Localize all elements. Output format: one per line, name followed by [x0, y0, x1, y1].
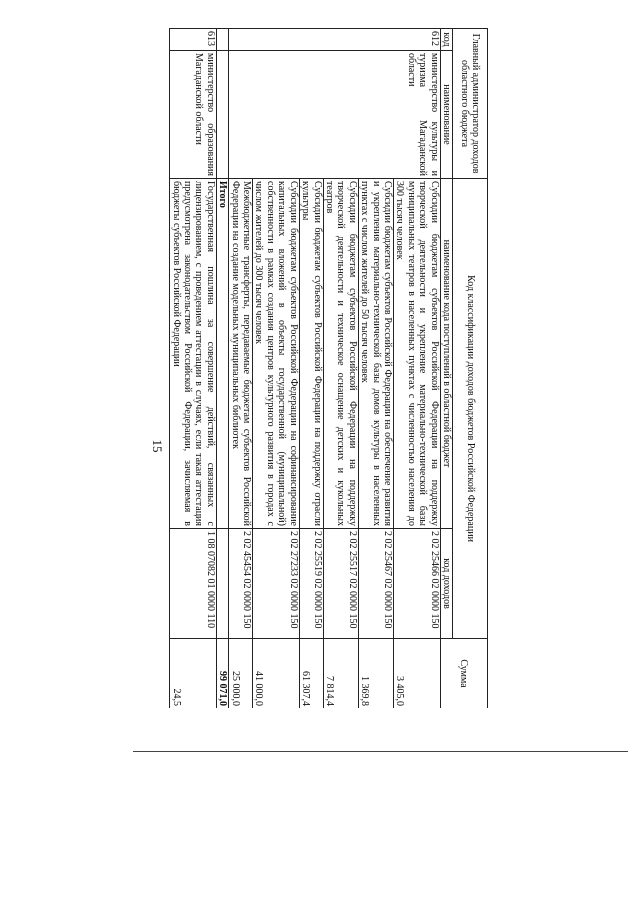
row-description: Субсидии бюджетам субъектов Российской Федерации на поддержку творческой деятельности и техническое оснащение детских и кукольных театров [323, 179, 358, 529]
total-row [216, 29, 228, 709]
header-classification-group: Код классификации доходов бюджетов Российской Федерации [453, 179, 488, 639]
row-sum: 41 000,0 [253, 639, 300, 708]
row-sum: 3 405,0 [393, 639, 440, 708]
row-income-code: 2 02 25467 02 0000 150 [358, 529, 393, 639]
header-income-code: код доходов [440, 529, 452, 639]
table-row [170, 29, 217, 709]
row-admin-name: министерство образования Магаданской области [170, 51, 217, 179]
row-sum: 25 000,0 [229, 639, 253, 708]
total-label: Итого [216, 179, 228, 529]
header-income-name: наименование кода поступлений в областной бюджет [440, 179, 452, 529]
row-admin-name: министерство культуры и туризма Магаданской области [229, 51, 440, 179]
row-code: 612 [229, 29, 440, 51]
row-description: Межбюджетные трансферты, передаваемые бюджетам субъектов Российской Федерации на создание модельных муниципальных библиотек [229, 179, 253, 529]
page-number: 15 [150, 439, 165, 453]
rotated-table-viewport [88, 28, 488, 708]
row-income-code: 1 08 07082 01 0000 110 [170, 529, 217, 639]
row-sum: 61 307,4 [299, 639, 323, 708]
header-admin-name: наименование [440, 51, 452, 179]
row-description: Субсидии бюджетам субъектов Российской Федерации на поддержку творческой деятельности и укрепление материально-технической базы муниципальных театров в населенных пунктах с численностью населения до 300 тысяч человек [393, 179, 440, 529]
table-container [88, 28, 488, 708]
page-divider-line [133, 751, 628, 752]
row-income-code: 2 02 25517 02 0000 150 [323, 529, 358, 639]
row-description: Субсидии бюджетам субъектов Российской Федерации на поддержку отрасли культуры [299, 179, 323, 529]
row-description: Субсидии бюджетам субъектов Российской Федерации на софинансирование капитальных вложений в объекты государственной (муниципальной) собственности в рамках создания центров культурного развития в городах с числом жителей до 300 тысяч человек [253, 179, 300, 529]
table-row [393, 29, 440, 709]
row-income-code: 2 02 25519 02 0000 150 [299, 529, 323, 639]
row-description: Государственная пошлина за совершение действий, связанных с лицензированием, с проведением аттестации в случаях, если такая аттестация предусмотрена законодательством Российской Федерации, зачисляемая в бюджеты субъектов Российской Федерации [170, 179, 217, 529]
total-sum: 99 071,0 [216, 639, 228, 708]
row-sum: 1 369,8 [358, 639, 393, 708]
header-sum: Сумма [440, 639, 487, 708]
row-description: Субсидии бюджетам субъектов Российской Федерации на обеспечение развития и укрепления материально-технической базы домов культуры в населенных пунктах с числом жителей до 50 тысяч человек [358, 179, 393, 529]
row-income-code: 2 02 25466 02 0000 150 [393, 529, 440, 639]
row-income-code: 2 02 45454 02 0000 150 [229, 529, 253, 639]
row-code: 613 [170, 29, 217, 51]
header-code: код [440, 29, 452, 51]
row-sum: 7 814,4 [323, 639, 358, 708]
row-sum: 24,5 [170, 639, 217, 708]
header-admin-group: Главный администратор доходов областного бюджета [453, 29, 488, 179]
income-classification-table [169, 28, 488, 708]
row-income-code: 2 02 27233 02 0000 150 [253, 529, 300, 639]
